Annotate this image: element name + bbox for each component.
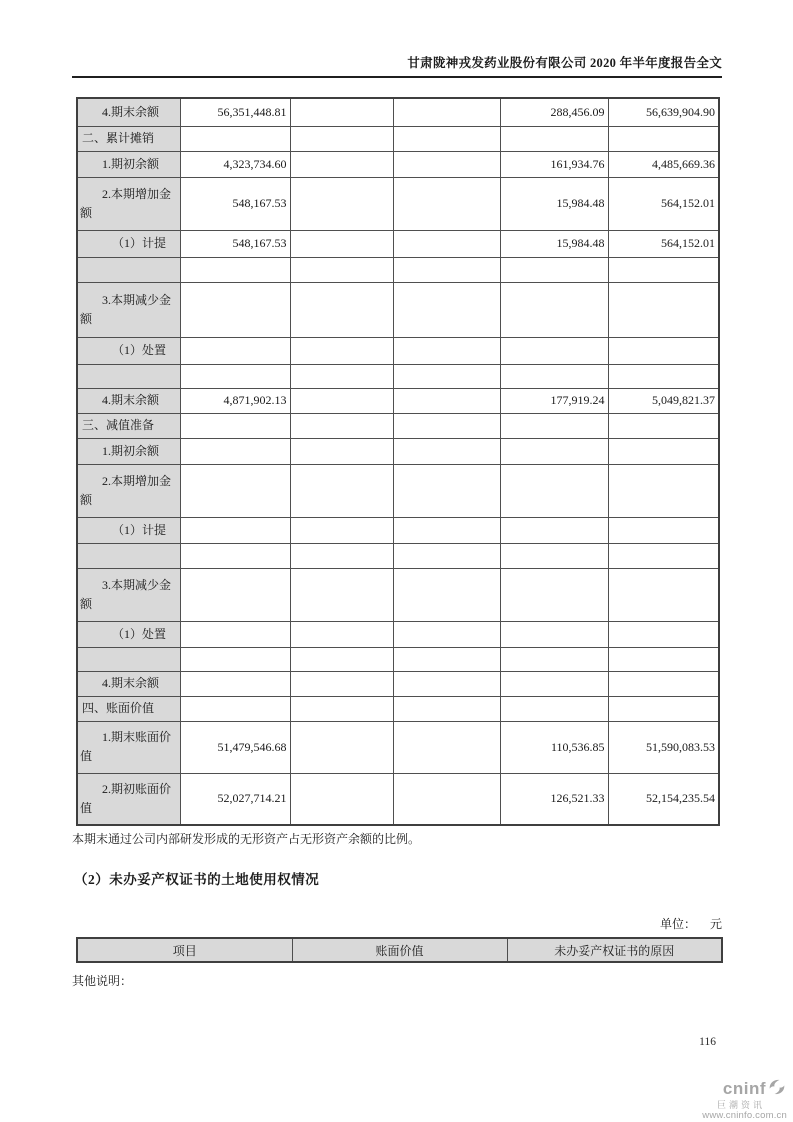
row-label [77, 543, 180, 568]
cell-value: 288,456.09 [500, 98, 608, 126]
logo-url: www.cninfo.com.cn [702, 1110, 787, 1122]
cell-value [180, 671, 290, 696]
cell-value: 161,934.76 [500, 151, 608, 177]
table-row [77, 151, 719, 177]
cell-value [393, 647, 500, 671]
cell-value [393, 151, 500, 177]
cell-value [393, 438, 500, 464]
table-row [77, 257, 719, 282]
cell-value [180, 413, 290, 438]
cell-value [608, 647, 719, 671]
row-label: 4.期末余额 [77, 98, 180, 126]
cell-value [500, 517, 608, 543]
cell-value: 110,536.85 [500, 721, 608, 773]
cell-value [290, 257, 393, 282]
cell-value [393, 543, 500, 568]
cell-value: 52,027,714.21 [180, 773, 290, 825]
cell-value [393, 230, 500, 257]
cell-value [500, 413, 608, 438]
cell-value [180, 364, 290, 388]
cell-value: 4,485,669.36 [608, 151, 719, 177]
row-label: 1.期初余额 [77, 438, 180, 464]
cell-value [290, 543, 393, 568]
cell-value [180, 543, 290, 568]
row-label: 二、累计摊销 [77, 126, 180, 151]
cninfo-logo [687, 1077, 787, 1122]
cell-value [290, 413, 393, 438]
cell-value [393, 696, 500, 721]
cell-value [290, 230, 393, 257]
cell-value [500, 696, 608, 721]
table-row [77, 621, 719, 647]
cell-value [608, 337, 719, 364]
cell-value [393, 671, 500, 696]
logo-caption: 巨潮资讯 [716, 1099, 765, 1110]
cell-value [290, 388, 393, 413]
cell-value [500, 282, 608, 337]
table-row [77, 438, 719, 464]
cell-value: 126,521.33 [500, 773, 608, 825]
cell-value [393, 568, 500, 621]
cell-value [608, 621, 719, 647]
cell-value [393, 364, 500, 388]
cell-value [393, 177, 500, 230]
column-header: 账面价值 [292, 938, 507, 962]
row-label: 四、账面价值 [77, 696, 180, 721]
cell-value [393, 413, 500, 438]
cell-value [290, 568, 393, 621]
row-label: （1）处置 [77, 621, 180, 647]
row-label: （1）处置 [77, 337, 180, 364]
note-text: 本期末通过公司内部研发形成的无形资产占无形资产余额的比例。 [72, 832, 421, 846]
cell-value: 564,152.01 [608, 230, 719, 257]
cell-value [290, 151, 393, 177]
cell-value [290, 696, 393, 721]
cell-value [608, 464, 719, 517]
cell-value [393, 98, 500, 126]
row-label [77, 257, 180, 282]
cell-value [500, 364, 608, 388]
cell-value [393, 257, 500, 282]
row-label: 1.期末账面价值 [77, 721, 180, 773]
cell-value: 564,152.01 [608, 177, 719, 230]
cell-value [608, 517, 719, 543]
cell-value [608, 438, 719, 464]
table-row [77, 773, 719, 825]
table-row [77, 543, 719, 568]
other-note: 其他说明： [72, 974, 133, 988]
cell-value [608, 696, 719, 721]
cell-value [180, 438, 290, 464]
cell-value [393, 517, 500, 543]
cell-value [180, 696, 290, 721]
cell-value: 4,871,902.13 [180, 388, 290, 413]
table-row [77, 647, 719, 671]
cell-value [500, 464, 608, 517]
row-label: 2.本期增加金额 [77, 177, 180, 230]
page-title: 甘肃陇神戎发药业股份有限公司 2020 年半年度报告全文 [407, 56, 722, 70]
cell-value [500, 647, 608, 671]
land-use-table [76, 937, 723, 963]
cell-value: 548,167.53 [180, 177, 290, 230]
row-label: 2.期初账面价值 [77, 773, 180, 825]
cell-value [608, 257, 719, 282]
cell-value [290, 177, 393, 230]
cninfo-swirl-icon [767, 1077, 787, 1102]
cell-value [290, 337, 393, 364]
row-label: 4.期末余额 [77, 671, 180, 696]
cell-value [608, 126, 719, 151]
table-row [77, 388, 719, 413]
cell-value [180, 126, 290, 151]
cell-value [290, 464, 393, 517]
cell-value [393, 388, 500, 413]
cell-value: 56,639,904.90 [608, 98, 719, 126]
cell-value [180, 621, 290, 647]
cell-value [608, 282, 719, 337]
amortization-table [76, 97, 720, 826]
page-number: 116 [699, 1036, 716, 1048]
cell-value [393, 773, 500, 825]
row-label [77, 364, 180, 388]
cell-value [500, 438, 608, 464]
column-header: 未办妥产权证书的原因 [507, 938, 722, 962]
unit-line [0, 915, 722, 932]
cell-value [393, 464, 500, 517]
cell-value [500, 568, 608, 621]
cell-value [290, 517, 393, 543]
cell-value [290, 621, 393, 647]
cell-value: 52,154,235.54 [608, 773, 719, 825]
cell-value [500, 126, 608, 151]
table-row [77, 230, 719, 257]
table-header-row [77, 938, 722, 962]
row-label: 1.期初余额 [77, 151, 180, 177]
cell-value [180, 517, 290, 543]
unit-label: 单位： [659, 917, 696, 931]
table-row [77, 671, 719, 696]
cell-value: 51,590,083.53 [608, 721, 719, 773]
cell-value [180, 647, 290, 671]
cell-value [500, 337, 608, 364]
cell-value [180, 282, 290, 337]
cell-value [608, 364, 719, 388]
table-row [77, 98, 719, 126]
cell-value [500, 543, 608, 568]
cell-value [290, 438, 393, 464]
cell-value [290, 282, 393, 337]
cell-value [500, 621, 608, 647]
table-row [77, 413, 719, 438]
cell-value [393, 126, 500, 151]
cell-value: 4,323,734.60 [180, 151, 290, 177]
cell-value [180, 464, 290, 517]
cell-value [393, 337, 500, 364]
cell-value: 15,984.48 [500, 177, 608, 230]
cell-value [500, 671, 608, 696]
table-row [77, 337, 719, 364]
row-label [77, 647, 180, 671]
row-label: 4.期末余额 [77, 388, 180, 413]
column-header: 项目 [77, 938, 292, 962]
table-row [77, 364, 719, 388]
section-title: （2）未办妥产权证书的土地使用权情况 [74, 872, 320, 887]
cell-value [608, 568, 719, 621]
cell-value: 548,167.53 [180, 230, 290, 257]
table-row [77, 721, 719, 773]
table-row [77, 696, 719, 721]
table-row [77, 568, 719, 621]
table-row [77, 464, 719, 517]
unit-value: 元 [709, 917, 722, 931]
table-row [77, 177, 719, 230]
cell-value: 5,049,821.37 [608, 388, 719, 413]
cell-value [180, 568, 290, 621]
cell-value [608, 413, 719, 438]
cell-value [608, 543, 719, 568]
table-row [77, 126, 719, 151]
cell-value [180, 337, 290, 364]
cell-value: 51,479,546.68 [180, 721, 290, 773]
row-label: （1）计提 [77, 517, 180, 543]
cell-value [500, 257, 608, 282]
cell-value [393, 721, 500, 773]
cell-value [393, 621, 500, 647]
cell-value [290, 98, 393, 126]
row-label: 三、减值准备 [77, 413, 180, 438]
row-label: （1）计提 [77, 230, 180, 257]
cell-value [608, 671, 719, 696]
table-row [77, 517, 719, 543]
cell-value [290, 364, 393, 388]
cell-value: 56,351,448.81 [180, 98, 290, 126]
row-label: 3.本期减少金额 [77, 568, 180, 621]
cell-value [180, 257, 290, 282]
cell-value [290, 671, 393, 696]
row-label: 2.本期增加金额 [77, 464, 180, 517]
table-row [77, 282, 719, 337]
cell-value [290, 647, 393, 671]
cell-value [290, 126, 393, 151]
cell-value [290, 773, 393, 825]
logo-brand: cninf [722, 1078, 766, 1098]
cell-value: 177,919.24 [500, 388, 608, 413]
cell-value: 15,984.48 [500, 230, 608, 257]
row-label: 3.本期减少金额 [77, 282, 180, 337]
cell-value [290, 721, 393, 773]
cell-value [393, 282, 500, 337]
header-rule [72, 76, 722, 78]
